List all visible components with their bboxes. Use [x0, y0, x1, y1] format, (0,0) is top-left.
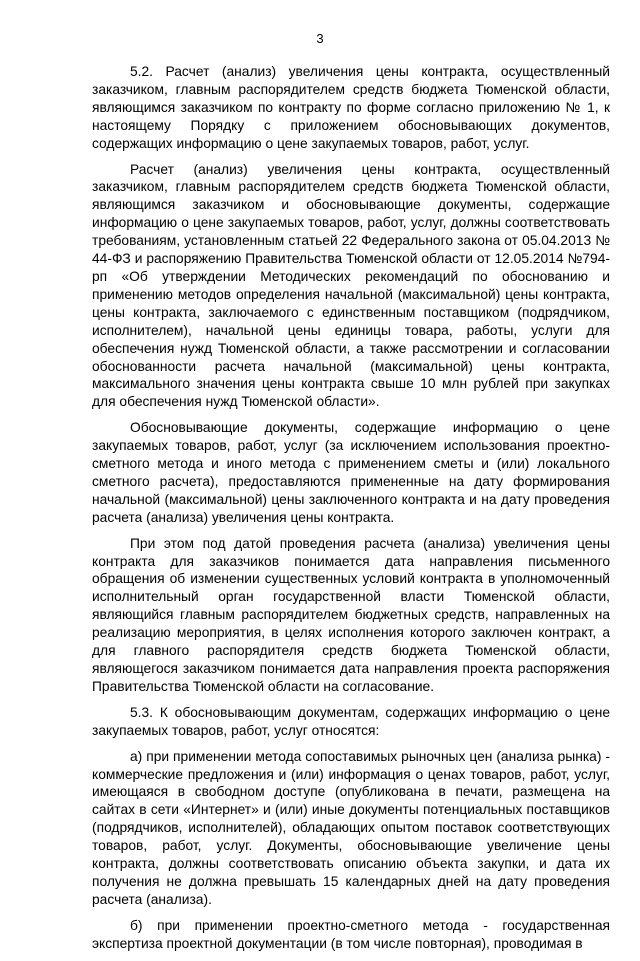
paragraph-5-3: 5.3. К обосновывающим документам, содержащих информацию о цене закупаемых товаров, работ, услуг относятся:	[92, 704, 610, 738]
paragraph-analysis-requirements: Расчет (анализ) увеличения цены контракта, осуществленный заказчиком, главным распорядителем средств бюджета Тюменской области, являющимся заказчиком и обосновывающие документы, содержащие информацию о цене закупаемых товаров, работ, услуг, должны соответствовать требованиям, установленным статьей 22 Федерального закона от 05.04.2013 № 44-ФЗ и распоряжению Правительства Тюменской области от 12.05.2014 №794-рп «Об утверждении Методических рекомендаций по обоснованию и применению методов определения начальной (максимальной) цены контракта, цены контракта, заключаемого с единственным поставщиком (подрядчиком, исполнителем), начальной цены единицы товара, работы, услуги для обеспечения нужд Тюменской области, а также рассмотрении и согласовании обоснованности расчета начальной (максимальной) цены контракта, максимального значения цены контракта свыше 10 млн рублей при закупках для обеспечения нужд Тюменской области».	[92, 161, 610, 410]
page-number: 3	[316, 31, 324, 46]
paragraph-item-b: б) при применении проектно-сметного метода - государственная экспертиза проектной документации (в том числе повторная), проводимая в	[92, 917, 610, 951]
document-body	[92, 63, 610, 961]
paragraph-supporting-documents: Обосновывающие документы, содержащие информацию о цене закупаемых товаров, работ, услуг (за исключением использования проектно-сметного метода и иного метода с применением сметы и (или) локального сметного расчета), предоставляются примененные на дату формирования начальной (максимальной) цены заключенного контракта и на дату проведения расчета (анализа) увеличения цены контракта.	[92, 420, 610, 525]
paragraph-item-a: а) при применении метода сопоставимых рыночных цен (анализа рынка) - коммерческие предложения и (или) информация о ценах товаров, работ, услуг, имеющаяся в свободном доступе (опубликована в печати, размещена на сайтах в сети «Интернет» и (или) иные документы потенциальных поставщиков (подрядчиков, исполнителей), обладающих опытом поставок соответствующих товаров, работ, услуг. Документы, обосновывающие увеличение цены контракта, должны соответствовать описанию объекта закупки, и дата их получения не должна превышать 15 календарных дней на дату проведения расчета (анализа).	[92, 748, 610, 907]
paragraph-5-2: 5.2. Расчет (анализ) увеличения цены контракта, осуществленный заказчиком, главным распорядителем средств бюджета Тюменской области, являющимся заказчиком по контракту по форме согласно приложению № 1, к настоящему Порядку с приложением обосновывающих документов, содержащих информацию о цене закупаемых товаров, работ, услуг.	[92, 64, 610, 151]
paragraph-analysis-date: При этом под датой проведения расчета (анализа) увеличения цены контракта для заказчиков понимается дата направления письменного обращения об изменении существенных условий контракта в уполномоченный исполнительный орган государственной власти Тюменской области, являющийся главным распорядителем бюджетных средств, направленных на реализацию мероприятия, в целях исполнения которого заключен контракт, а для главного распорядителя средств бюджета Тюменской области, являющегося заказчиком понимается дата направления проекта распоряжения Правительства Тюменской области на согласование.	[92, 535, 610, 694]
